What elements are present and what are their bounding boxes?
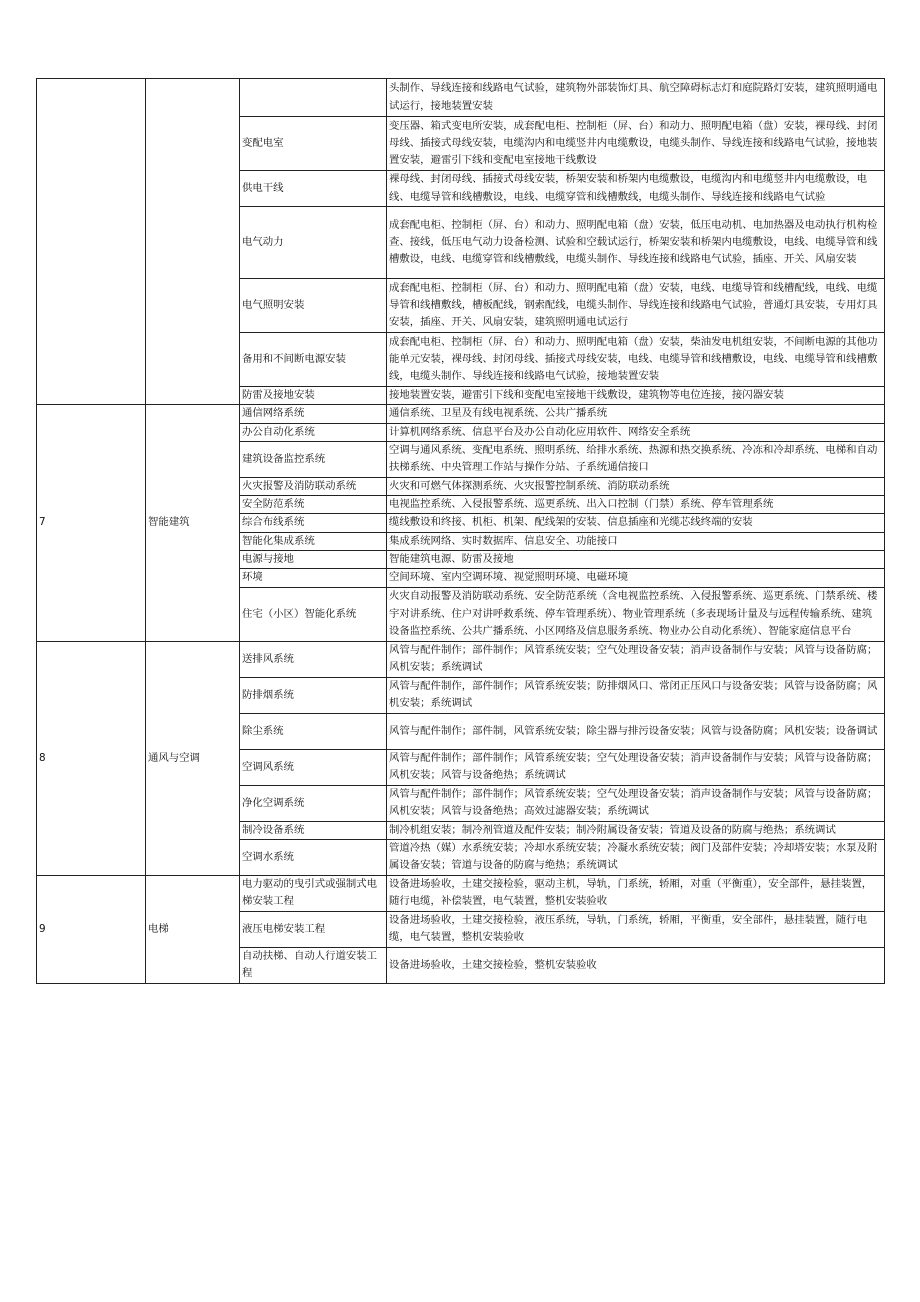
item-content: 风管与配件制作；部件制作；风管系统安装；空气处理设备安装；消声设备制作与安装；风管与设备防腐；风机安装；系统调试 xyxy=(387,641,885,677)
subdivision-name: 净化空调系统 xyxy=(240,785,387,821)
subdivision-name: 送排风系统 xyxy=(240,641,387,677)
subdivision-name: 安全防范系统 xyxy=(240,496,387,514)
subdivision-name: 办公自动化系统 xyxy=(240,423,387,441)
item-content: 成套配电柜、控制柜（屏、台）和动力、照明配电箱（盘）安装，柴油发电机组安装，不间断电源的其他功能单元安装，裸母线、封闭母线、插接式母线安装，电线、电缆导管和线槽敷设，电线、电缆导管和线槽敷线，电缆头制作、导线连接和线路电气试验，接地装置安装 xyxy=(387,333,885,387)
subdivision-name: 自动扶梯、自动人行道安装工程 xyxy=(240,947,387,983)
item-content: 变压器、箱式变电所安装，成套配电柜、控制柜（屏、台）和动力、照明配电箱（盘）安装，裸母线、封闭母线、插接式母线安装，电缆沟内和电缆竖井内电缆敷设，电缆头制作、导线连接和线路电气试验，接地装置安装，避雷引下线和变配电室接地干线敷设 xyxy=(387,117,885,171)
item-content: 空调与通风系统、变配电系统、照明系统、给排水系统、热源和热交换系统、冷冻和冷却系统、电梯和自动扶梯系统、中央管理工作站与操作分站、子系统通信接口 xyxy=(387,441,885,477)
subdivision-name: 环境 xyxy=(240,569,387,587)
item-content: 风管与配件制作，部件制作；风管系统安装；防排烟风口、常闭正压风口与设备安装；风管与设备防腐；风机安装；系统调试 xyxy=(387,677,885,713)
item-content: 计算机网络系统、信息平台及办公自动化应用软件、网络安全系统 xyxy=(387,423,885,441)
item-content: 制冷机组安装；制冷剂管道及配件安装；制冷附属设备安装；管道及设备的防腐与绝热；系统调试 xyxy=(387,821,885,839)
spec-table-body xyxy=(37,79,885,984)
subdivision-name xyxy=(240,79,387,117)
table-row xyxy=(37,79,885,117)
subdivision-name: 通信网络系统 xyxy=(240,405,387,423)
subdivision-name: 制冷设备系统 xyxy=(240,821,387,839)
item-content: 通信系统、卫星及有线电视系统、公共广播系统 xyxy=(387,405,885,423)
item-content: 空间环境、室内空调环境、视觉照明环境、电磁环境 xyxy=(387,569,885,587)
item-content: 成套配电柜、控制柜（屏、台）和动力、照明配电箱（盘）安装，电线、电缆导管和线槽配线，电线、电缆导管和线槽敷线，槽板配线，钢索配线，电缆头制作、导线连接和线路电气试验，普通灯具安装，专用灯具安装，插座、开关、风扇安装，建筑照明通电试运行 xyxy=(387,279,885,333)
item-content: 火灾和可燃气体探测系统、火灾报警控制系统、消防联动系统 xyxy=(387,477,885,495)
table-row xyxy=(37,641,885,677)
section-number: 7 xyxy=(37,405,146,641)
item-content: 成套配电柜、控制柜（屏、台）和动力、照明配电箱（盘）安装，低压电动机、电加热器及电动执行机构检查、接线，低压电气动力设备检测、试验和空载试运行，桥架安装和桥架内电缆敷设，电线、电缆导管和线槽敷设，电线、电缆穿管和线槽敷线，电缆头制作、导线连接和线路电气试验，插座、开关、风扇安装 xyxy=(387,207,885,279)
table-row xyxy=(37,405,885,423)
subdivision-name: 电力驱动的曳引式或强制式电梯安装工程 xyxy=(240,875,387,911)
division-name: 电梯 xyxy=(146,875,240,983)
item-content: 管道冷热（媒）水系统安装；冷却水系统安装；冷凝水系统安装；阀门及部件安装；冷却塔安装；水泵及附属设备安装；管道与设备的防腐与绝热；系统调试 xyxy=(387,839,885,875)
subdivision-name: 空调风系统 xyxy=(240,749,387,785)
subdivision-name: 空调水系统 xyxy=(240,839,387,875)
item-content: 电视监控系统、入侵报警系统、巡更系统、出入口控制（门禁）系统、停车管理系统 xyxy=(387,496,885,514)
section-number: 9 xyxy=(37,875,146,983)
subdivision-name: 防雷及接地安装 xyxy=(240,387,387,405)
item-content: 火灾自动报警及消防联动系统、安全防范系统（含电视监控系统、入侵报警系统、巡更系统、门禁系统、楼宇对讲系统、住户对讲呼救系统、停车管理系统）、物业管理系统（多表现场计量及与远程传输系统、建筑设备监控系统、公共广播系统、小区网络及信息服务系统、物业办公自动化系统）、智能家庭信息平台 xyxy=(387,587,885,641)
item-content: 头制作、导线连接和线路电气试验，建筑物外部装饰灯具、航空障碍标志灯和庭院路灯安装，建筑照明通电试运行，接地装置安装 xyxy=(387,79,885,117)
subdivision-name: 综合布线系统 xyxy=(240,514,387,532)
item-content: 集成系统网络、实时数据库、信息安全、功能接口 xyxy=(387,532,885,550)
item-content: 风管与配件制作；部件制作；风管系统安装；空气处理设备安装；消声设备制作与安装；风管与设备防腐；风机安装；风管与设备绝热；高效过滤器安装；系统调试 xyxy=(387,785,885,821)
subdivision-name: 电气动力 xyxy=(240,207,387,279)
subdivision-name: 液压电梯安装工程 xyxy=(240,911,387,947)
spec-table xyxy=(36,78,885,984)
subdivision-name: 智能化集成系统 xyxy=(240,532,387,550)
item-content: 设备进场验收，土建交接检验，整机安装验收 xyxy=(387,947,885,983)
subdivision-name: 供电干线 xyxy=(240,171,387,207)
subdivision-name: 变配电室 xyxy=(240,117,387,171)
subdivision-name: 除尘系统 xyxy=(240,713,387,749)
subdivision-name: 电气照明安装 xyxy=(240,279,387,333)
division-name: 智能建筑 xyxy=(146,405,240,641)
section-number: 8 xyxy=(37,641,146,875)
item-content: 裸母线、封闭母线、插接式母线安装，桥架安装和桥架内电缆敷设，电缆沟内和电缆竖井内电缆敷设，电线、电缆导管和线槽敷设，电线、电缆穿管和线槽敷线，电缆头制作、导线连接和线路电气试验 xyxy=(387,171,885,207)
subdivision-name: 电源与接地 xyxy=(240,551,387,569)
subdivision-name: 火灾报警及消防联动系统 xyxy=(240,477,387,495)
item-content: 设备进场验收，土建交接检验，驱动主机，导轨，门系统，轿厢，对重（平衡重），安全部件，悬挂装置，随行电缆，补偿装置，电气装置，整机安装验收 xyxy=(387,875,885,911)
item-content: 风管与配件制作；部件制作；风管系统安装；空气处理设备安装；消声设备制作与安装；风管与设备防腐；风机安装；风管与设备绝热；系统调试 xyxy=(387,749,885,785)
division-name: 通风与空调 xyxy=(146,641,240,875)
section-number xyxy=(37,79,146,405)
item-content: 风管与配件制作；部件制，风管系统安装；除尘器与排污设备安装；风管与设备防腐；风机安装；设备调试 xyxy=(387,713,885,749)
subdivision-name: 住宅（小区）智能化系统 xyxy=(240,587,387,641)
item-content: 接地装置安装，避雷引下线和变配电室接地干线敷设，建筑物等电位连接，接闪器安装 xyxy=(387,387,885,405)
subdivision-name: 备用和不间断电源安装 xyxy=(240,333,387,387)
table-row xyxy=(37,875,885,911)
subdivision-name: 建筑设备监控系统 xyxy=(240,441,387,477)
subdivision-name: 防排烟系统 xyxy=(240,677,387,713)
item-content: 智能建筑电源、防雷及接地 xyxy=(387,551,885,569)
division-name xyxy=(146,79,240,405)
item-content: 缆线敷设和终接、机柜、机架、配线架的安装、信息插座和光缆芯线终端的安装 xyxy=(387,514,885,532)
item-content: 设备进场验收，土建交接检验，液压系统，导轨，门系统，轿厢，平衡重，安全部件，悬挂装置，随行电缆，电气装置，整机安装验收 xyxy=(387,911,885,947)
